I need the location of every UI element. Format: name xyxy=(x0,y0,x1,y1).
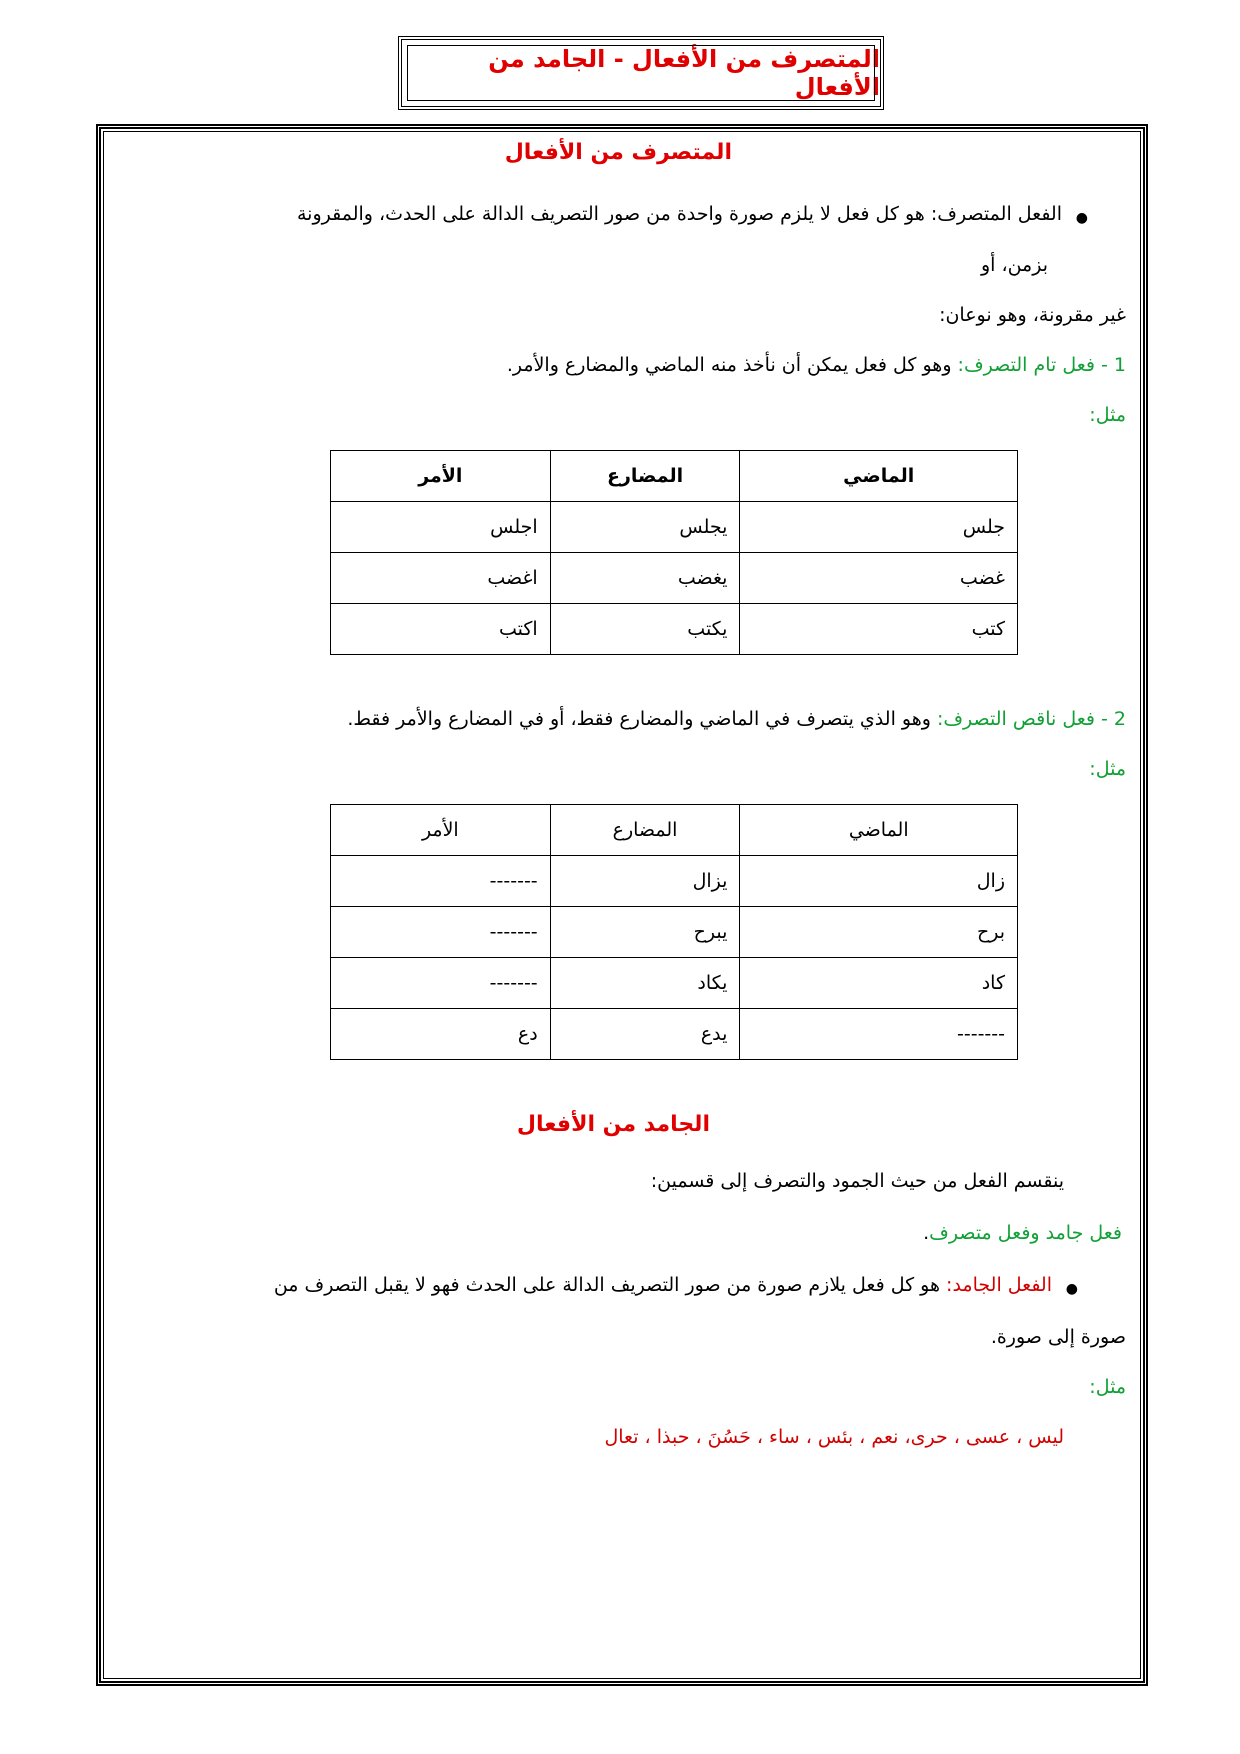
header-present: المضارع xyxy=(550,805,740,856)
type2-line xyxy=(347,708,1126,730)
table-cell: يزال xyxy=(550,856,740,907)
table-cell: ------- xyxy=(740,1009,1018,1060)
header-past: الماضي xyxy=(740,805,1018,856)
table-cell: اكتب xyxy=(331,604,551,655)
table-header-row xyxy=(331,805,1018,856)
table-cell: يبرح xyxy=(550,907,740,958)
table-row xyxy=(331,856,1018,907)
definition-term: الفعل الجامد: xyxy=(946,1274,1052,1296)
header-present: المضارع xyxy=(550,451,740,502)
definition-line2: بزمن، أو xyxy=(980,254,1048,276)
table-cell: كتب xyxy=(740,604,1018,655)
example-label-3: مثل: xyxy=(1089,1376,1126,1398)
header-imperative: الأمر xyxy=(331,451,551,502)
type1-label: 1 - فعل تام التصرف: xyxy=(957,354,1126,376)
bullet-icon: ● xyxy=(1075,210,1088,226)
table-cell: ------- xyxy=(331,907,551,958)
kinds-end: . xyxy=(923,1222,930,1244)
header-past: الماضي xyxy=(740,451,1018,502)
definition-line3: غير مقرونة، وهو نوعان: xyxy=(939,304,1126,326)
type2-text: وهو الذي يتصرف في الماضي والمضارع فقط، أو في المضارع والأمر فقط. xyxy=(347,708,931,730)
section2-kinds xyxy=(923,1222,1122,1244)
type2-label: 2 - فعل ناقص التصرف: xyxy=(936,708,1126,730)
header-imperative: الأمر xyxy=(331,805,551,856)
table-cell: يدع xyxy=(550,1009,740,1060)
section2-definition xyxy=(274,1274,1052,1296)
table-cell: ------- xyxy=(331,958,551,1009)
table-cell: اغضب xyxy=(331,553,551,604)
section2-definition-line2: صورة إلى صورة. xyxy=(990,1326,1126,1348)
example-label-2: مثل: xyxy=(1089,758,1126,780)
section1-definition xyxy=(297,203,1062,225)
page-title: المتصرف من الأفعال - الجامد من الأفعال xyxy=(488,45,880,101)
table-cell: غضب xyxy=(740,553,1018,604)
table-cell: يغضب xyxy=(550,553,740,604)
table-cell: يجلس xyxy=(550,502,740,553)
table-cell: ------- xyxy=(331,856,551,907)
table-header-row xyxy=(331,451,1018,502)
table-cell: زال xyxy=(740,856,1018,907)
example-label-1: مثل: xyxy=(1089,404,1126,426)
table-row xyxy=(331,1009,1018,1060)
rigid-verbs-examples: ليس ، عسى ، حرى، نعم ، بئس ، ساء ، حَسُنَ ، حبذا ، تعال xyxy=(604,1426,1064,1448)
definition-term: الفعل المتصرف: xyxy=(930,203,1062,225)
table-cell: جلس xyxy=(740,502,1018,553)
section1-heading: المتصرف من الأفعال xyxy=(504,140,732,165)
table-cell: يكاد xyxy=(550,958,740,1009)
definition-text: هو كل فعل يلازم صورة من صور التصريف الدالة على الحدث فهو لا يقبل التصرف من xyxy=(273,1274,940,1296)
section2-heading: الجامد من الأفعال xyxy=(516,1112,710,1137)
table-cell: يكتب xyxy=(550,604,740,655)
table-cell: اجلس xyxy=(331,502,551,553)
type1-line xyxy=(507,354,1126,376)
verbs-table-2 xyxy=(330,804,1018,1060)
table-cell: برح xyxy=(740,907,1018,958)
table-row xyxy=(331,958,1018,1009)
table-row xyxy=(331,604,1018,655)
section2-intro: ينقسم الفعل من حيث الجمود والتصرف إلى قسمين: xyxy=(650,1170,1064,1192)
verbs-table-1 xyxy=(330,450,1018,655)
page-title-box xyxy=(398,36,884,110)
type1-text: وهو كل فعل يمكن أن نأخذ منه الماضي والمضارع والأمر. xyxy=(506,354,952,376)
definition-text: هو كل فعل لا يلزم صورة واحدة من صور التصريف الدالة على الحدث، والمقرونة xyxy=(297,203,925,225)
table-cell: دع xyxy=(331,1009,551,1060)
table-row xyxy=(331,553,1018,604)
table-cell: كاد xyxy=(740,958,1018,1009)
table-row xyxy=(331,502,1018,553)
table-row xyxy=(331,907,1018,958)
bullet-icon: ● xyxy=(1065,1281,1078,1297)
kinds-text: فعل جامد وفعل متصرف xyxy=(929,1222,1122,1244)
